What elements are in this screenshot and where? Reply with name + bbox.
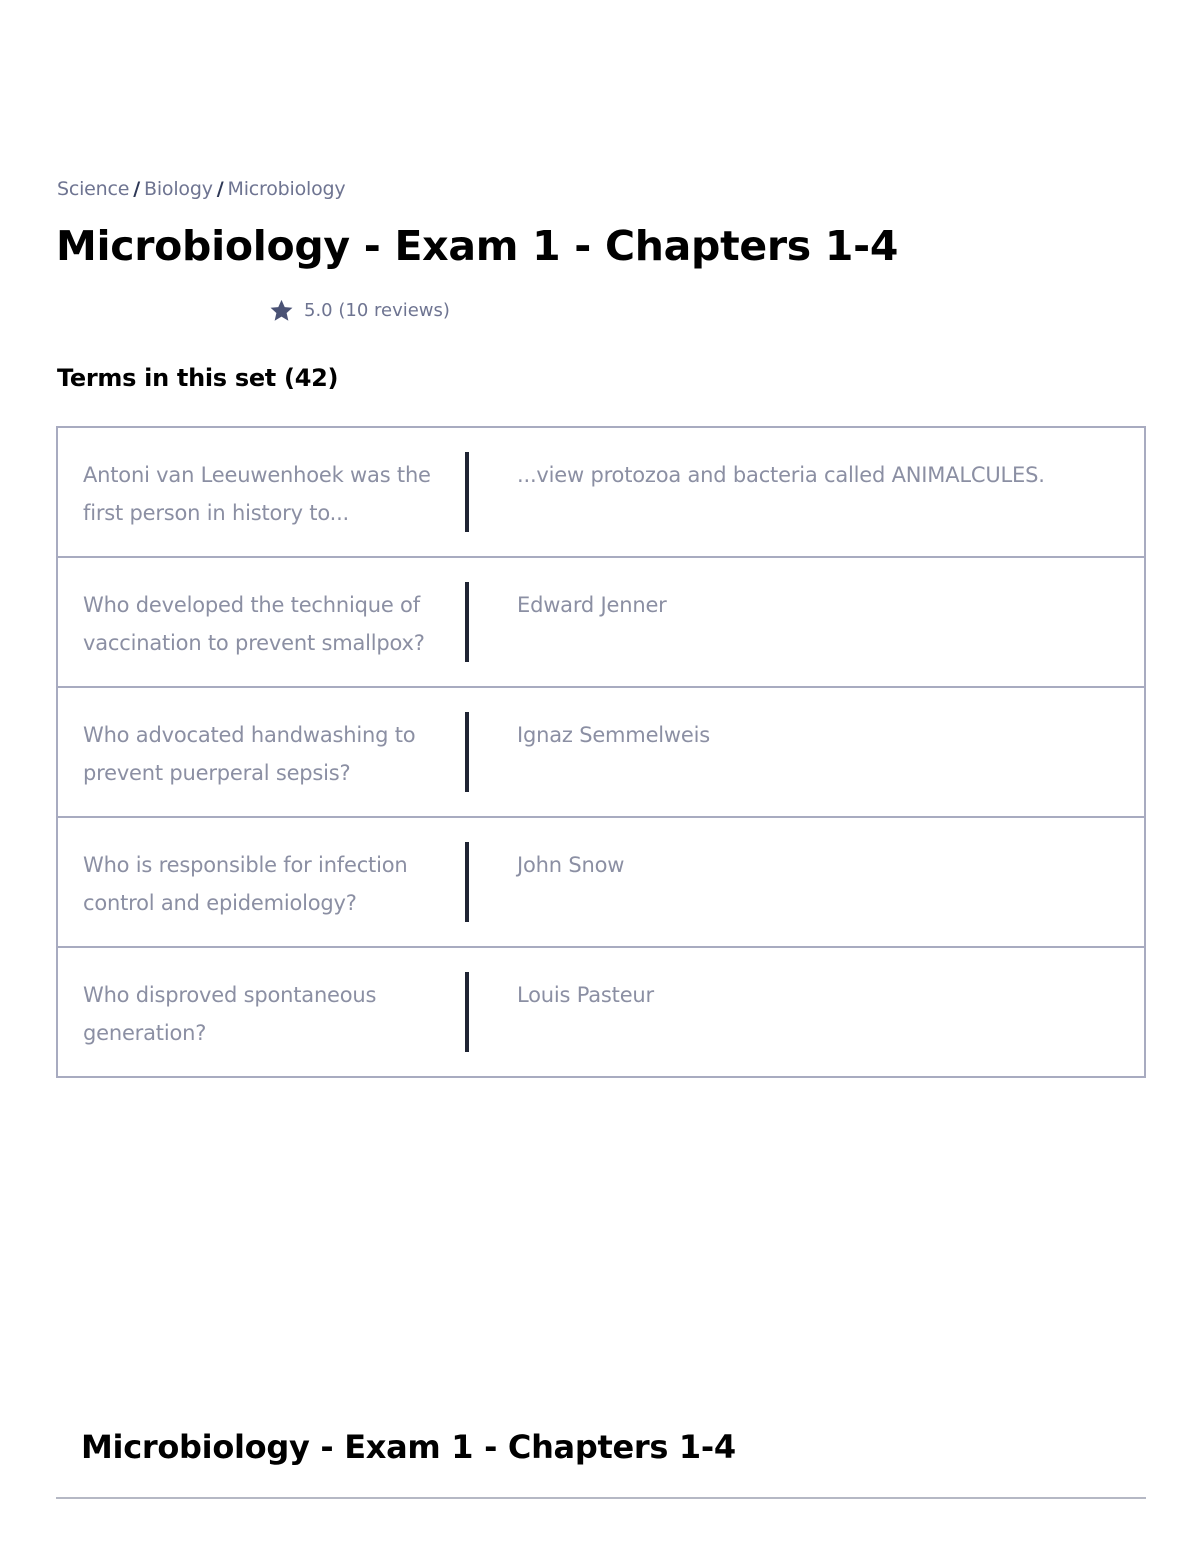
term-divider	[465, 842, 469, 922]
term-word: Who disproved spontaneous generation?	[83, 983, 377, 1045]
footer-divider	[56, 1497, 1146, 1499]
term-divider	[465, 452, 469, 532]
term-word: Who developed the technique of vaccination to prevent smallpox?	[83, 593, 425, 655]
term-card[interactable]	[56, 556, 1146, 688]
terms-heading: Terms in this set (42)	[57, 364, 339, 392]
breadcrumb-link-microbiology[interactable]: Microbiology	[227, 178, 346, 200]
term-word: Who is responsible for infection control and epidemiology?	[83, 853, 408, 915]
term-divider	[465, 972, 469, 1052]
term-word: Who advocated handwashing to prevent puerperal sepsis?	[83, 723, 416, 785]
breadcrumb	[57, 178, 345, 200]
breadcrumb-separator: /	[216, 178, 224, 200]
term-definition: Edward Jenner	[517, 593, 667, 617]
term-definition: ...view protozoa and bacteria called ANIMALCULES.	[517, 463, 1045, 487]
term-definition: Ignaz Semmelweis	[517, 723, 710, 747]
term-card[interactable]	[56, 816, 1146, 948]
term-word: Antoni van Leeuwenhoek was the first person in history to...	[83, 463, 431, 525]
term-card[interactable]	[56, 946, 1146, 1078]
rating[interactable]	[269, 298, 450, 323]
term-card[interactable]	[56, 426, 1146, 558]
term-definition: Louis Pasteur	[517, 983, 654, 1007]
footer-title: Microbiology - Exam 1 - Chapters 1-4	[81, 1428, 736, 1466]
rating-text: 5.0 (10 reviews)	[304, 300, 450, 321]
breadcrumb-link-biology[interactable]: Biology	[144, 178, 213, 200]
term-card[interactable]	[56, 686, 1146, 818]
term-list	[56, 426, 1146, 1078]
page-title: Microbiology - Exam 1 - Chapters 1-4	[56, 222, 899, 270]
breadcrumb-separator: /	[133, 178, 141, 200]
star-icon	[269, 298, 294, 323]
term-divider	[465, 712, 469, 792]
breadcrumb-link-science[interactable]: Science	[57, 178, 130, 200]
term-definition: John Snow	[517, 853, 625, 877]
term-divider	[465, 582, 469, 662]
